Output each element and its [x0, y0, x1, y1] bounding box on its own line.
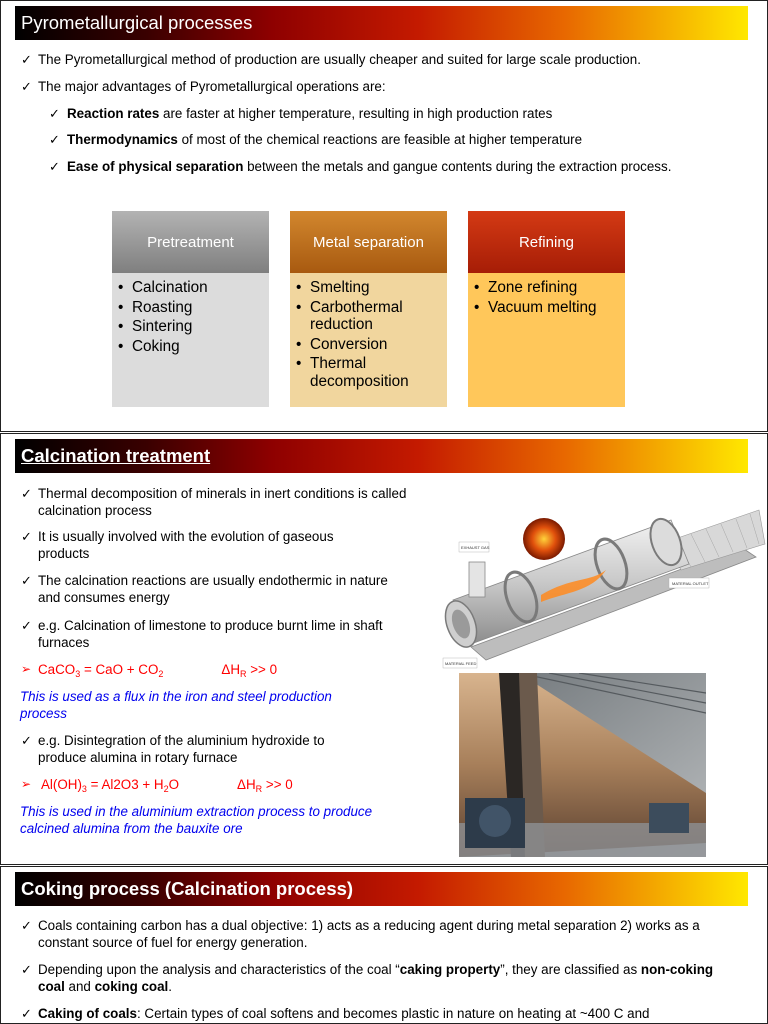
bullet-text: The major advantages of Pyrometallurgical operations are: [38, 79, 386, 94]
bullet-text: Caking of coals: Certain types of coal softens and becomes plastic in nature on heating at ~400 C and [38, 1006, 650, 1021]
checkmark-icon: ✓ [49, 159, 60, 174]
arrow-bullet-icon: ➢ [21, 662, 32, 676]
checkmark-icon: ✓ [21, 79, 32, 94]
list-item: • Roasting [118, 298, 193, 316]
note-text: This is used in the aluminium extraction process to produce calcined alumina from the bauxite ore [20, 804, 373, 836]
bullet-text: The calcination reactions are usually endothermic in nature and consumes energy [38, 573, 388, 605]
slide-pyrometallurgical [0, 0, 768, 432]
sub-bullet: Ease of physical separation between the metals and gangue contents during the extraction process. [67, 159, 672, 174]
bullet-text: Coals containing carbon has a dual objective: 1) acts as a reducing agent during metal separation 2) works as a constant source of fuel for energy generation. [38, 918, 700, 950]
bullet-text: It is usually involved with the evolution of gaseous products [38, 529, 334, 561]
reaction-equation: $Al(OH)_3 = Al2O3 + H_2O$ $\Delta H_R >> 0$ [41, 777, 293, 794]
checkmark-icon: ✓ [21, 618, 32, 633]
list-item: • Conversion [296, 335, 388, 353]
sub-bullet: Reaction rates are faster at higher temperature, resulting in high production rates [67, 106, 553, 121]
slide-title: Pyrometallurgical processes [15, 6, 748, 40]
list-item: • Smelting [296, 279, 370, 296]
reaction-equation: CaCO$_3$ = CaO + $CO_2$ $\Delta H_R >> 0$ [38, 662, 278, 679]
slide-title: Coking process (Calcination process) [15, 872, 748, 906]
box-header: Refining [468, 211, 625, 273]
bullet-text: Depending upon the analysis and characteristics of the coal “caking property”, they are classified as non-coking coal and coking coal. [38, 962, 714, 994]
list-item: • Thermal decomposition [296, 355, 409, 390]
sub-bullet: Thermodynamics of most of the chemical reactions are feasible at higher temperature [67, 132, 583, 147]
list-item: • Sintering [118, 318, 193, 335]
list-item: • Calcination [118, 279, 208, 296]
checkmark-icon: ✓ [21, 1006, 32, 1021]
slide-coking [0, 866, 768, 1024]
checkmark-icon: ✓ [21, 52, 32, 67]
pretreatment-box [112, 211, 269, 407]
checkmark-icon: ✓ [21, 962, 32, 977]
list-item: • Carbothermal reduction [296, 298, 403, 333]
checkmark-icon: ✓ [21, 486, 32, 501]
arrow-bullet-icon: ➢ [21, 777, 32, 791]
bullet-text: e.g. Calcination of limestone to produce burnt lime in shaft furnaces [38, 618, 383, 650]
illus-label: EXHAUST GAS [461, 545, 490, 550]
list-item: • Zone refining [474, 279, 578, 296]
checkmark-icon: ✓ [21, 733, 32, 748]
list-item: • Vacuum melting [474, 298, 597, 316]
list-item: • Coking [118, 337, 180, 355]
box-header: Pretreatment [112, 211, 269, 273]
rotary-kiln-illustration [441, 482, 766, 670]
checkmark-icon: ✓ [21, 918, 32, 933]
checkmark-icon: ✓ [49, 132, 60, 147]
checkmark-icon: ✓ [21, 529, 32, 544]
metal-separation-box [290, 211, 447, 407]
bullet-text: Thermal decomposition of minerals in inert conditions is called calcination process [38, 486, 407, 518]
refining-box [468, 211, 625, 407]
note-text: This is used as a flux in the iron and steel production process [20, 689, 332, 721]
rotary-kiln-photo [459, 673, 706, 857]
box-header: Metal separation [290, 211, 447, 273]
illus-label: MATERIAL FEED [445, 661, 477, 666]
illus-label: MATERIAL OUTLET [672, 581, 709, 586]
bullet-text: The Pyrometallurgical method of production are usually cheaper and suited for large scale production. [38, 52, 641, 67]
bullet-text: e.g. Disintegration of the aluminium hydroxide to produce alumina in rotary furnace [38, 733, 325, 765]
slide-calcination [0, 433, 768, 865]
slide-title: Calcination treatment [15, 439, 748, 473]
checkmark-icon: ✓ [49, 106, 60, 121]
checkmark-icon: ✓ [21, 573, 32, 588]
